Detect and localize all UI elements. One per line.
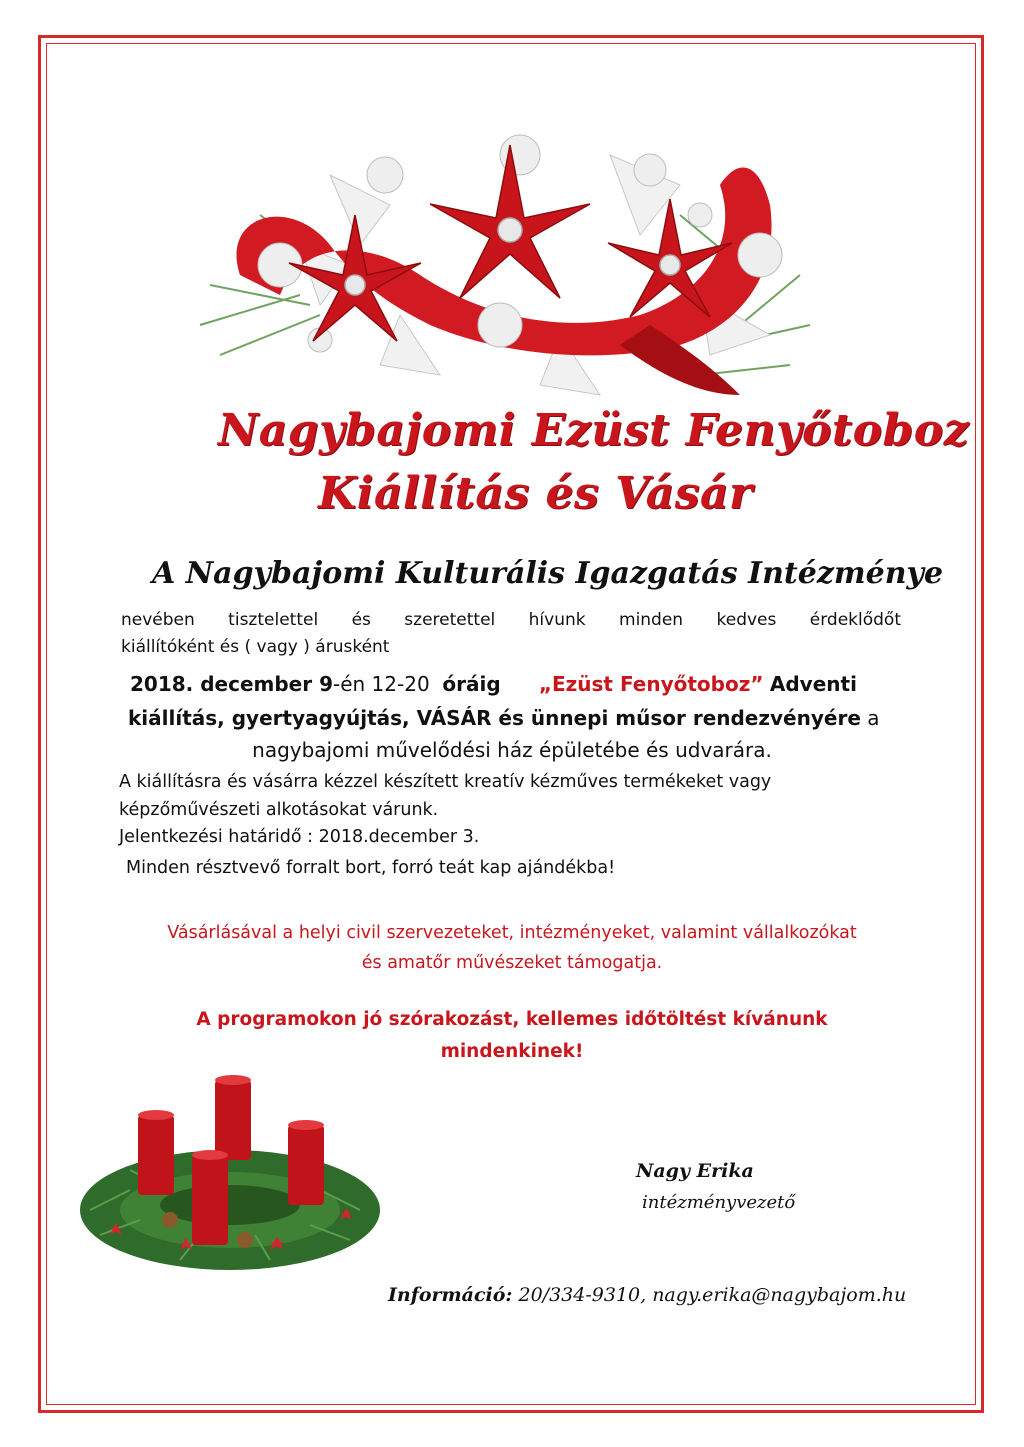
- event-program-tail: a: [860, 706, 880, 730]
- event-venue-line: nagybajomi művelődési ház épületébe és udvarára.: [252, 738, 772, 762]
- contact-value[interactable]: 20/334-9310, nagy.erika@nagybajom.hu: [518, 1284, 907, 1306]
- event-date: 2018. december 9: [130, 672, 333, 696]
- event-name: „Ezüst Fenyőtoboz”: [538, 672, 764, 696]
- event-title-line-2: Kiállítás és Vásár: [318, 468, 753, 519]
- event-adventi: Adventi: [769, 672, 857, 696]
- wish-message: [0, 1004, 1024, 1068]
- event-program: kiállítás, gyertyagyújtás, VÁSÁR és ünnepi műsor rendezvényére: [128, 706, 861, 730]
- support-line-1: Vásárlásával a helyi civil szervezeteket, intézményeket, valamint vállalkozókat: [167, 923, 857, 943]
- event-time-word: óráig: [442, 672, 501, 696]
- event-date-line: [130, 672, 857, 696]
- details-line-2: képzőművészeti alkotásokat várunk.: [119, 800, 439, 820]
- signature-name: Nagy Erika: [636, 1160, 754, 1182]
- contact-label: Információ:: [388, 1284, 513, 1306]
- organizer-name: A Nagybajomi Kulturális Igazgatás Intézménye: [152, 556, 944, 591]
- intro-line-1: nevében tisztelettel és szeretettel hívunk minden kedves érdeklődőt: [121, 610, 901, 630]
- details-line-1: A kiállításra és vásárra kézzel készített kreatív kézműves termékeket vagy: [119, 772, 772, 792]
- event-program-line: [128, 706, 880, 730]
- support-line-2: és amatőr művészeket támogatja.: [361, 953, 663, 973]
- event-date-suffix: -én 12-20: [333, 672, 430, 696]
- wish-line-2: mindenkinek!: [440, 1041, 584, 1062]
- wish-line-1: A programokon jó szórakozást, kellemes időtöltést kívánunk: [196, 1009, 828, 1030]
- intro-line-2: kiállítóként és ( vagy ) árusként: [121, 637, 390, 657]
- advent-wreath-image: [70, 1060, 390, 1280]
- support-message: [0, 918, 1024, 978]
- signature-role: intézményvezető: [642, 1192, 796, 1213]
- contact-info: [388, 1284, 906, 1306]
- poinsettia-garland-image: [180, 95, 820, 415]
- participant-gift-note: Minden résztvevő forralt bort, forró teát kap ajándékba!: [126, 858, 616, 878]
- event-title-line-1: Nagybajomi Ezüst Fenyőtoboz: [218, 405, 970, 456]
- application-deadline: Jelentkezési határidő : 2018.december 3.: [119, 827, 480, 847]
